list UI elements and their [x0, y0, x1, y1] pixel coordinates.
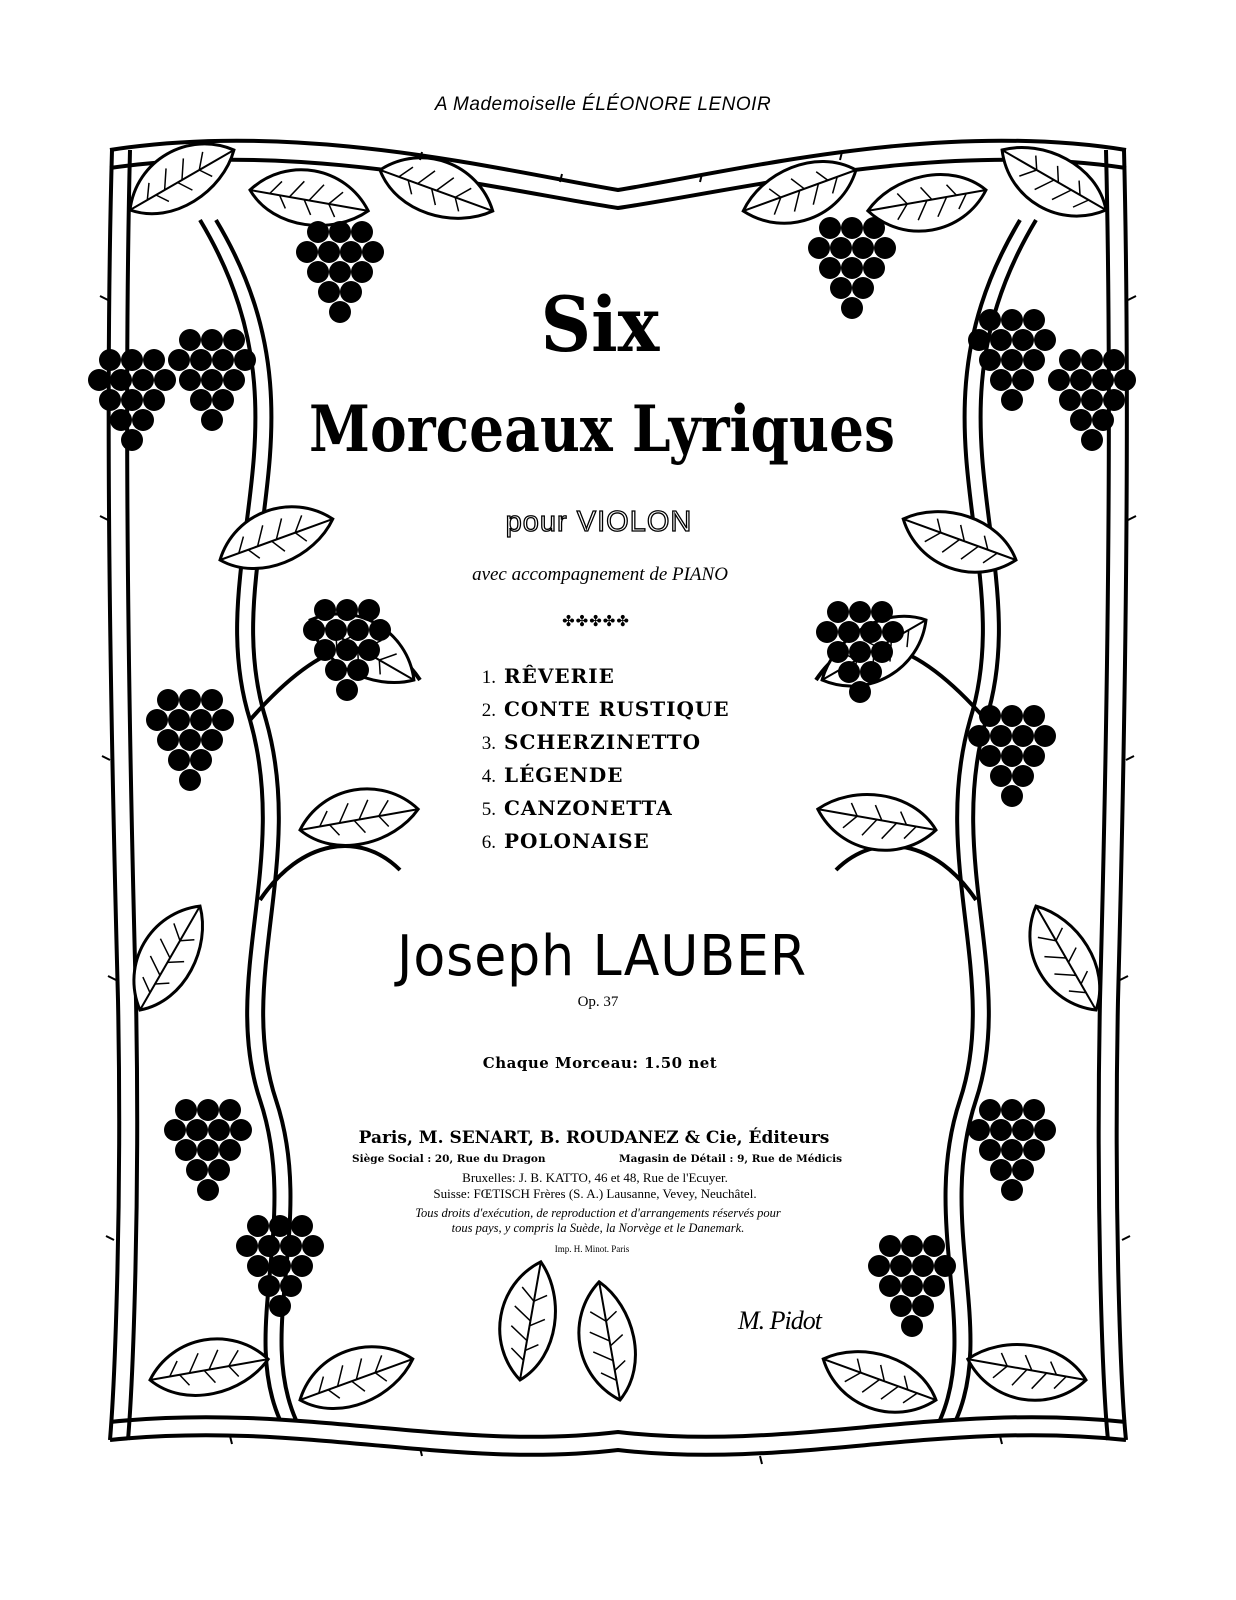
artist-signature: M. Pidot [738, 1306, 821, 1335]
rights-notice-line-2: tous pays, y compris la Suède, la Norvège et le Danemark. [451, 1221, 745, 1235]
head-office-address: Siège Social : 20, Rue du Dragon [352, 1153, 546, 1165]
piece-item [440, 829, 780, 862]
piece-item [440, 763, 780, 796]
piece-title: SCHERZINETTO [504, 730, 702, 754]
retail-shop-address: Magasin de Détail : 9, Rue de Médicis [619, 1153, 842, 1165]
printer-imprint: Imp. H. Minot. Paris [554, 1244, 630, 1254]
piece-item [440, 730, 780, 763]
pieces-list [440, 664, 780, 862]
piece-title: CONTE RUSTIQUE [504, 697, 730, 721]
piece-number: 3. [481, 733, 496, 754]
piece-item [440, 796, 780, 829]
piece-item [440, 664, 780, 697]
piece-title: CANZONETTA [504, 796, 673, 820]
piece-item [440, 697, 780, 730]
title-line-2: Morceaux Lyriques [309, 392, 895, 467]
piece-number: 4. [481, 766, 496, 787]
accompaniment-line: avec accompagnement de PIANO [472, 564, 728, 585]
piece-number: 1. [481, 667, 496, 688]
title-line-1: Six [540, 280, 660, 369]
instrument-line: pour VIOLON [505, 506, 693, 538]
piece-number: 6. [481, 832, 496, 853]
dedication: A Mademoiselle ÉLÉONORE LENOIR [434, 94, 772, 115]
opus-number: Op. 37 [577, 994, 619, 1010]
piece-number: 5. [481, 799, 496, 820]
ornament-divider: ✤✤✤✤✤ [562, 612, 630, 630]
piece-title: LÉGENDE [504, 763, 624, 787]
rights-notice-line-1: Tous droits d'exécution, de reproduction et d'arrangements réservés pour [415, 1206, 781, 1220]
piece-title: POLONAISE [504, 829, 650, 853]
publisher-line: Paris, M. SENART, B. ROUDANEZ & Cie, Éditeurs [358, 1128, 830, 1148]
composer-name: Joseph LAUBER [397, 924, 807, 989]
publisher-addresses [352, 1153, 842, 1165]
swiss-agent: Suisse: FŒTISCH Frères (S. A.) Lausanne, Vevey, Neuchâtel. [433, 1186, 757, 1201]
price-line: Chaque Morceau: 1.50 net [482, 1054, 718, 1072]
brussels-agent: Bruxelles: J. B. KATTO, 46 et 48, Rue de l'Ecuyer. [462, 1170, 728, 1185]
piece-title: RÊVERIE [504, 664, 615, 688]
piece-number: 2. [481, 700, 496, 721]
